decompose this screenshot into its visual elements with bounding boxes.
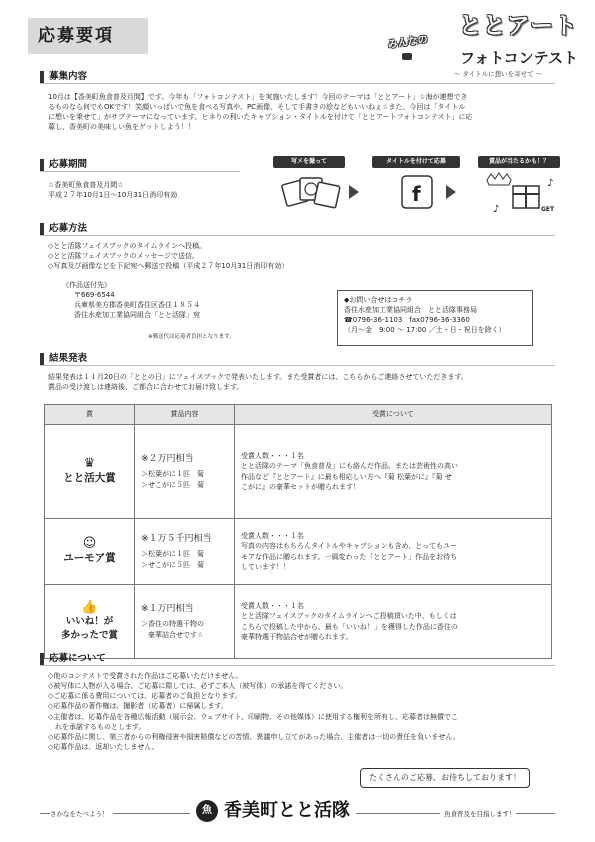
prize-grand: ♛ とと活大賞 [45, 425, 135, 519]
notes-text: ◇他のコンテストで受賞された作品はご応募いただけません。 ◇被写体に人物が入る場合、ご応募に際しては、必ずご本人（被写体）の承諾を得てください。 ◇ご応募に係る費用については、応募者のご負担となります。 ◇応募作品の著作権は、撮影者（応募者）に帰属します。 ◇主催者は、応募作品を各種広報活動（展示会、ウェブサイト、印刷物、その他媒体）に使用する権利を所有し、応募者は無償でこ れを承諾するものとします。 ◇応募作品に関し、第三者からの利権侵害や損害賠償などの苦情、異議申し立てがあった場合、主催者は一切の責任を負いません。 ◇応募作品は、返却いたしません。 [48, 672, 460, 751]
page-title: 応募要項 [38, 26, 114, 46]
fish-icon: 魚 [196, 800, 218, 822]
table-row: ☺ ユーモア賞 ※１万５千円相当 ＞松葉がに１匹 菊 ＞せこがに５匹 菊 受賞人数・・・１名 写真の内容はもちろんタイトルやキャプションも含め、とってもユー モアな作品に贈られます。一風変わった「ととアート」作品をお待ち しています！！ [45, 519, 552, 585]
thumbs-up-icon: 👍 [81, 599, 98, 615]
crown-icon: ♛ [83, 455, 96, 471]
photos-icon [280, 172, 342, 212]
section-results-heading: 結果発表 [40, 352, 87, 366]
svg-text:f: f [412, 182, 421, 206]
contest-logo [388, 10, 578, 80]
recruit-text: 10月は【香美町魚食普及月間】です。今年も「フォトコンテスト」を実施いたします！今回のテーマは「ととアート」☆海が連想でき るものなら何でもOKです！笑顔いっぱいで魚を食べる写真や、PC画像、そして手書きの絵などもいいねぇ☆また、今回は「タイトル に想いを乗せて」がサブテーマになっています。ヒネりの利いたキャプション・タイトルを付けて「ととアートフォトコンテスト」に応 募し、香美町の美味しい魚をゲットしよう！！ [48, 93, 473, 132]
section-notes-heading: 応募について [40, 652, 106, 666]
mail-address: 《作品送付先》 〒669-6544 兵庫県美方郡香美町香住区香住１８５４ 香住水産加工業協同組合「とと活隊」宛 [62, 281, 200, 320]
arrow-right-icon [446, 185, 456, 199]
contact-box: ◆お問い合せはコチラ 香住水産加工業協同組合 とと活隊事務局 ☎0796-36-1103 fax0796-36-3360 （月〜金 9:00 〜 17:00 ／土・日・祝日を除く） [337, 290, 533, 346]
logo-main-text: ととアート [458, 13, 578, 39]
get-label: GET [541, 206, 555, 213]
table-row: 👍 いいね！が 多かったで賞 ※１万円相当 ＞香住の特選干物の 豪華詰合せです☆ 受賞人数・・・１名 とと活隊フェイスブックのタイムラインへご投稿頂いた中、もしくは こちらで投稿した中から、最も「いいね！」を獲得した作品に香住の 豪華特選干物詰合せが贈られます。 [45, 585, 552, 659]
step-title-label: タイトルを付けて応募 [372, 156, 460, 168]
table-row: ♛ とと活大賞 ※２万円相当 ＞松葉がに１匹 菊 ＞せこがに５匹 菊 受賞人数・・・１名 とと活隊のテーマ「魚食普及」にも絡んだ作品、または芸術性の高い 作品など『ととアート』に最も相応しい方へ『菊 松葉がに』『菊 せ こがに』の豪華セットが贈られます！ [45, 425, 552, 519]
svg-text:♪: ♪ [493, 204, 500, 215]
prize-likes: 👍 いいね！が 多かったで賞 [45, 585, 135, 659]
period-text: ☆香美町魚食普及月間☆ 平成２７年10月1日〜10月31日消印有効 [48, 181, 178, 200]
facebook-icon [400, 174, 434, 210]
results-text: 結果発表は１１月20日の「ととの日」にフェイスブックで発表いたします。また受賞者には、こちらからご連絡させていただきます。 賞品の受け渡しは連絡後、ご都合に合わせてお届け致します。 [48, 373, 468, 392]
method-text: ◇とと活隊フェイスブックのタイムラインへ投稿。 ◇とと活隊フェイスブックのメッセージで送信。 ◇写真及び画像などを下記宛へ郵送で投稿（平成２７年10月31日消印有効） [48, 242, 289, 271]
table-header-row: 賞 賞品内容 受賞について [45, 405, 552, 425]
footer-right-text: 魚食普及を目指します！ [440, 810, 516, 819]
section-period-heading: 応募期間 [40, 158, 87, 172]
step-photo-label: 写メを撮って [273, 156, 345, 168]
logo-sub-text: フォトコンテスト [459, 49, 578, 67]
smile-icon: ☺ [82, 535, 97, 551]
prize-table [44, 404, 552, 659]
footer-logo: 魚 香美町とと活隊 [190, 798, 356, 824]
prize-humor: ☺ ユーモア賞 [45, 519, 135, 585]
arrow-right-icon [349, 185, 359, 199]
svg-text:♪: ♪ [547, 178, 554, 189]
footer-left-text: さかなをたべよう！ [50, 810, 113, 819]
logo-prefix-text: みんなの [387, 34, 429, 51]
step-prize-label: 賞品が当たるかも！？ [478, 156, 560, 168]
section-recruit-heading: 募集内容 [40, 70, 87, 84]
postage-note: ※郵送代は応募者負担となります。 [148, 334, 235, 340]
call-to-action-bubble: たくさんのご応募、お待ちしております！ [360, 768, 530, 788]
section-method-heading: 応募方法 [40, 222, 87, 236]
logo-tagline: 〜 タイトルに想いを寄せて 〜 [453, 70, 543, 78]
